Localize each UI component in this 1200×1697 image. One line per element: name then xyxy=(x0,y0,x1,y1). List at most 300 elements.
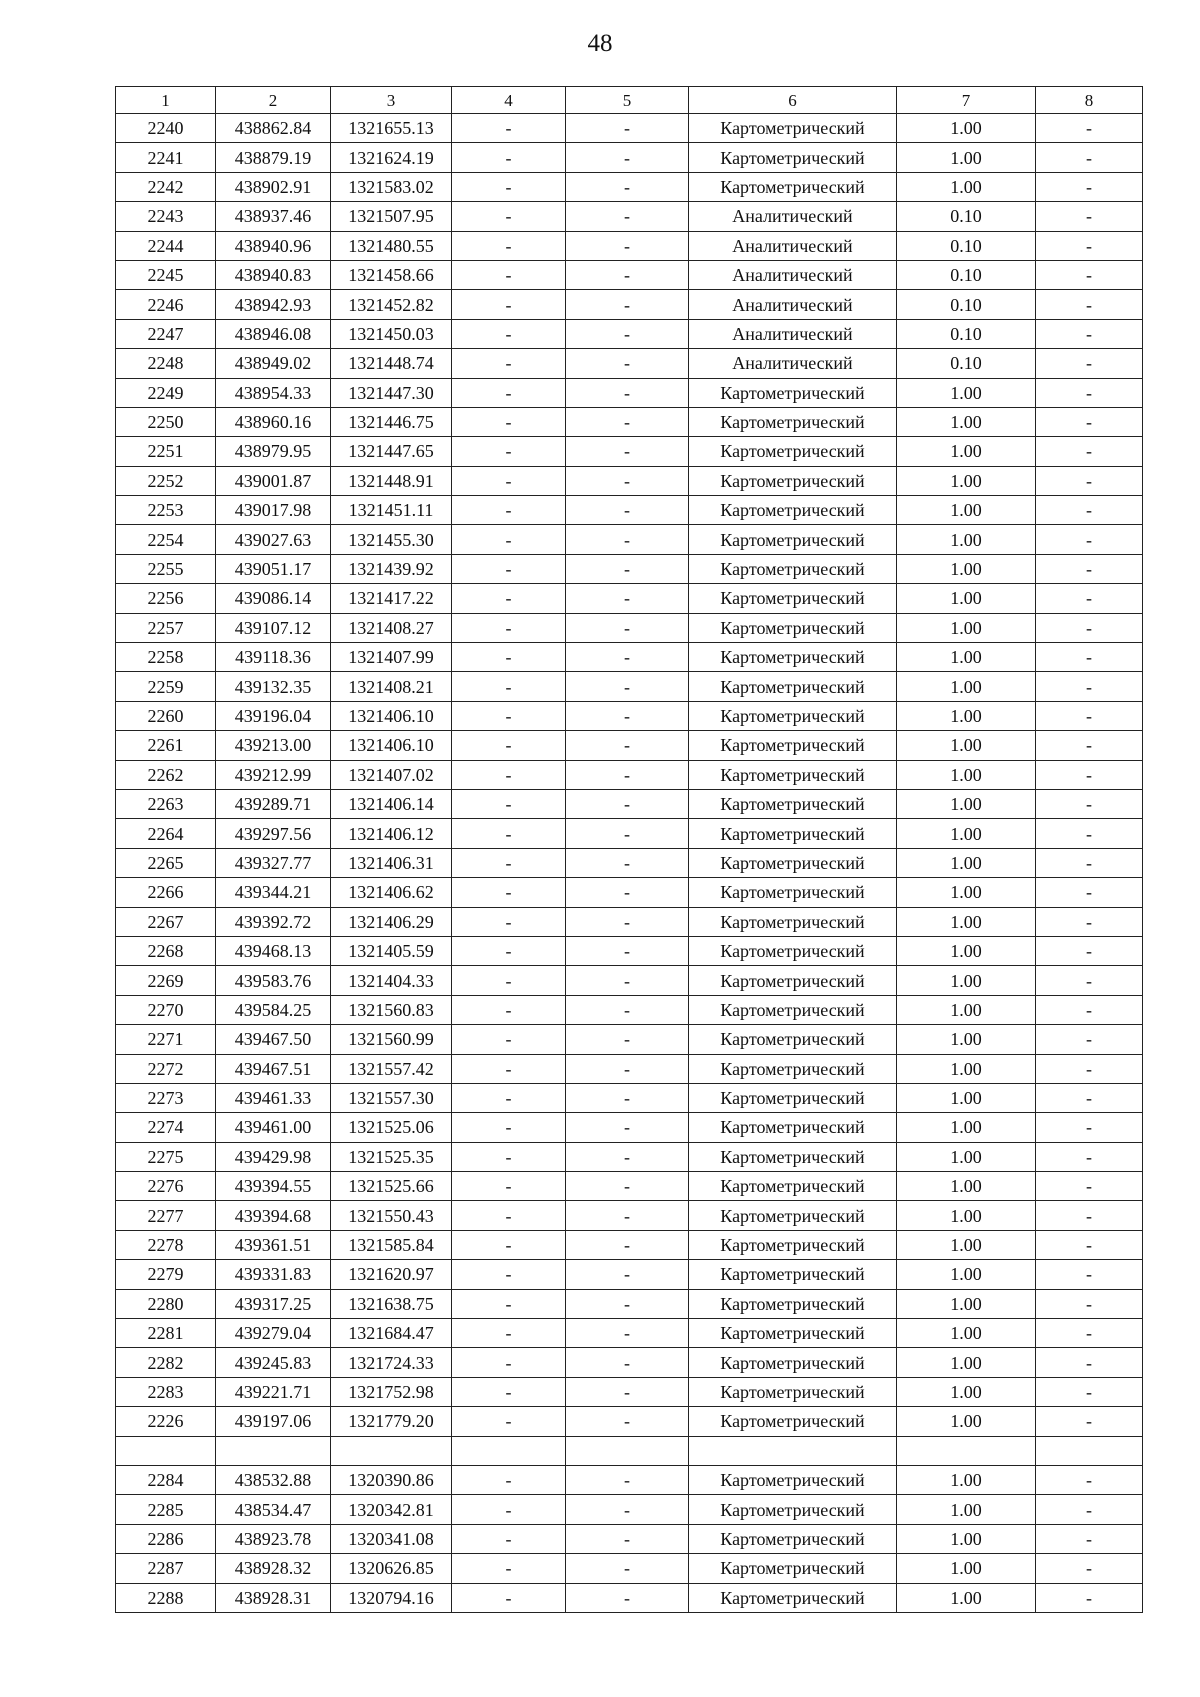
column-8-cell: - xyxy=(1036,1201,1143,1230)
method-cell: Картометрический xyxy=(689,1230,897,1259)
point-number-cell: 2254 xyxy=(116,525,216,554)
column-header: 6 xyxy=(689,87,897,114)
table-row xyxy=(116,1260,1143,1289)
table-row xyxy=(116,496,1143,525)
point-number-cell xyxy=(116,1436,216,1465)
x-coordinate-cell: 439583.76 xyxy=(216,966,331,995)
y-coordinate-cell: 1321448.74 xyxy=(331,349,452,378)
x-coordinate-cell: 438940.83 xyxy=(216,260,331,289)
x-coordinate-cell: 439361.51 xyxy=(216,1230,331,1259)
table-row xyxy=(116,1025,1143,1054)
method-cell: Картометрический xyxy=(689,437,897,466)
table-row xyxy=(116,848,1143,877)
point-number-cell: 2244 xyxy=(116,231,216,260)
column-5-cell: - xyxy=(566,878,689,907)
column-8-cell: - xyxy=(1036,1230,1143,1259)
y-coordinate-cell: 1321408.27 xyxy=(331,613,452,642)
column-4-cell: - xyxy=(452,1025,566,1054)
y-coordinate-cell: 1321560.83 xyxy=(331,995,452,1024)
method-cell: Картометрический xyxy=(689,1319,897,1348)
x-coordinate-cell: 439461.33 xyxy=(216,1083,331,1112)
table-row xyxy=(116,378,1143,407)
column-8-cell: - xyxy=(1036,1583,1143,1612)
accuracy-cell: 1.00 xyxy=(897,848,1036,877)
accuracy-cell: 1.00 xyxy=(897,1407,1036,1436)
column-5-cell: - xyxy=(566,848,689,877)
point-number-cell: 2276 xyxy=(116,1172,216,1201)
x-coordinate-cell: 438862.84 xyxy=(216,114,331,143)
accuracy-cell: 1.00 xyxy=(897,1083,1036,1112)
y-coordinate-cell: 1320626.85 xyxy=(331,1554,452,1583)
column-header: 1 xyxy=(116,87,216,114)
method-cell: Картометрический xyxy=(689,613,897,642)
column-5-cell: - xyxy=(566,1348,689,1377)
y-coordinate-cell: 1321458.66 xyxy=(331,260,452,289)
column-4-cell: - xyxy=(452,1495,566,1524)
y-coordinate-cell: 1321583.02 xyxy=(331,172,452,201)
column-8-cell: - xyxy=(1036,319,1143,348)
column-4-cell: - xyxy=(452,378,566,407)
x-coordinate-cell: 439461.00 xyxy=(216,1113,331,1142)
column-5-cell xyxy=(566,1436,689,1465)
y-coordinate-cell: 1321448.91 xyxy=(331,466,452,495)
x-coordinate-cell: 438928.31 xyxy=(216,1583,331,1612)
accuracy-cell: 1.00 xyxy=(897,701,1036,730)
column-5-cell: - xyxy=(566,1113,689,1142)
point-number-cell: 2245 xyxy=(116,260,216,289)
column-5-cell: - xyxy=(566,290,689,319)
point-number-cell: 2226 xyxy=(116,1407,216,1436)
table-row xyxy=(116,231,1143,260)
column-4-cell: - xyxy=(452,848,566,877)
column-5-cell: - xyxy=(566,613,689,642)
method-cell: Картометрический xyxy=(689,525,897,554)
y-coordinate-cell: 1321406.10 xyxy=(331,731,452,760)
coordinates-table xyxy=(115,86,1143,1613)
accuracy-cell: 1.00 xyxy=(897,907,1036,936)
point-number-cell: 2250 xyxy=(116,407,216,436)
accuracy-cell: 1.00 xyxy=(897,1201,1036,1230)
table-row xyxy=(116,290,1143,319)
column-4-cell: - xyxy=(452,1113,566,1142)
column-8-cell: - xyxy=(1036,1554,1143,1583)
column-5-cell: - xyxy=(566,819,689,848)
column-5-cell: - xyxy=(566,1201,689,1230)
accuracy-cell: 1.00 xyxy=(897,1465,1036,1494)
column-4-cell: - xyxy=(452,290,566,319)
accuracy-cell: 1.00 xyxy=(897,114,1036,143)
column-4-cell: - xyxy=(452,319,566,348)
column-5-cell: - xyxy=(566,1554,689,1583)
column-8-cell: - xyxy=(1036,643,1143,672)
y-coordinate-cell: 1321455.30 xyxy=(331,525,452,554)
method-cell: Картометрический xyxy=(689,701,897,730)
accuracy-cell: 0.10 xyxy=(897,290,1036,319)
y-coordinate-cell: 1321417.22 xyxy=(331,584,452,613)
column-5-cell: - xyxy=(566,966,689,995)
column-4-cell: - xyxy=(452,1289,566,1318)
point-number-cell: 2272 xyxy=(116,1054,216,1083)
y-coordinate-cell: 1320342.81 xyxy=(331,1495,452,1524)
accuracy-cell: 1.00 xyxy=(897,437,1036,466)
y-coordinate-cell: 1321752.98 xyxy=(331,1377,452,1406)
accuracy-cell: 1.00 xyxy=(897,878,1036,907)
point-number-cell: 2256 xyxy=(116,584,216,613)
y-coordinate-cell: 1321407.02 xyxy=(331,760,452,789)
point-number-cell: 2252 xyxy=(116,466,216,495)
column-5-cell: - xyxy=(566,1083,689,1112)
y-coordinate-cell: 1321525.06 xyxy=(331,1113,452,1142)
column-4-cell: - xyxy=(452,1083,566,1112)
column-header: 4 xyxy=(452,87,566,114)
column-header: 3 xyxy=(331,87,452,114)
method-cell xyxy=(689,1436,897,1465)
column-5-cell: - xyxy=(566,1407,689,1436)
method-cell: Картометрический xyxy=(689,1495,897,1524)
column-4-cell: - xyxy=(452,1172,566,1201)
column-8-cell: - xyxy=(1036,1054,1143,1083)
column-8-cell: - xyxy=(1036,966,1143,995)
y-coordinate-cell: 1321724.33 xyxy=(331,1348,452,1377)
point-number-cell: 2248 xyxy=(116,349,216,378)
y-coordinate-cell: 1321447.30 xyxy=(331,378,452,407)
x-coordinate-cell: 438937.46 xyxy=(216,202,331,231)
table-row xyxy=(116,995,1143,1024)
column-5-cell: - xyxy=(566,584,689,613)
x-coordinate-cell: 439392.72 xyxy=(216,907,331,936)
column-4-cell: - xyxy=(452,1377,566,1406)
column-5-cell: - xyxy=(566,496,689,525)
method-cell: Картометрический xyxy=(689,760,897,789)
column-5-cell: - xyxy=(566,1377,689,1406)
method-cell: Картометрический xyxy=(689,554,897,583)
column-5-cell: - xyxy=(566,114,689,143)
point-number-cell: 2246 xyxy=(116,290,216,319)
column-4-cell: - xyxy=(452,496,566,525)
accuracy-cell: 1.00 xyxy=(897,966,1036,995)
x-coordinate-cell: 439289.71 xyxy=(216,789,331,818)
table-row xyxy=(116,1524,1143,1553)
point-number-cell: 2284 xyxy=(116,1465,216,1494)
table-row xyxy=(116,1465,1143,1494)
column-4-cell: - xyxy=(452,1407,566,1436)
y-coordinate-cell: 1321406.31 xyxy=(331,848,452,877)
column-8-cell: - xyxy=(1036,290,1143,319)
column-8-cell: - xyxy=(1036,907,1143,936)
accuracy-cell: 1.00 xyxy=(897,760,1036,789)
method-cell: Картометрический xyxy=(689,466,897,495)
x-coordinate-cell: 438946.08 xyxy=(216,319,331,348)
column-8-cell: - xyxy=(1036,143,1143,172)
column-8-cell: - xyxy=(1036,878,1143,907)
accuracy-cell: 1.00 xyxy=(897,466,1036,495)
method-cell: Картометрический xyxy=(689,1113,897,1142)
accuracy-cell: 1.00 xyxy=(897,143,1036,172)
column-8-cell: - xyxy=(1036,789,1143,818)
y-coordinate-cell: 1321560.99 xyxy=(331,1025,452,1054)
accuracy-cell: 1.00 xyxy=(897,1172,1036,1201)
column-4-cell: - xyxy=(452,1554,566,1583)
y-coordinate-cell: 1321507.95 xyxy=(331,202,452,231)
accuracy-cell: 1.00 xyxy=(897,1289,1036,1318)
point-number-cell: 2263 xyxy=(116,789,216,818)
point-number-cell: 2278 xyxy=(116,1230,216,1259)
column-4-cell: - xyxy=(452,1524,566,1553)
column-4-cell: - xyxy=(452,172,566,201)
accuracy-cell: 1.00 xyxy=(897,789,1036,818)
point-number-cell: 2257 xyxy=(116,613,216,642)
accuracy-cell: 1.00 xyxy=(897,1583,1036,1612)
column-4-cell: - xyxy=(452,1201,566,1230)
column-4-cell: - xyxy=(452,966,566,995)
x-coordinate-cell: 439213.00 xyxy=(216,731,331,760)
accuracy-cell: 1.00 xyxy=(897,1142,1036,1171)
y-coordinate-cell xyxy=(331,1436,452,1465)
column-5-cell: - xyxy=(566,907,689,936)
y-coordinate-cell: 1321779.20 xyxy=(331,1407,452,1436)
column-8-cell: - xyxy=(1036,496,1143,525)
table-row xyxy=(116,1083,1143,1112)
y-coordinate-cell: 1321585.84 xyxy=(331,1230,452,1259)
point-number-cell: 2242 xyxy=(116,172,216,201)
column-4-cell: - xyxy=(452,407,566,436)
table-row xyxy=(116,202,1143,231)
method-cell: Картометрический xyxy=(689,1348,897,1377)
x-coordinate-cell: 439467.50 xyxy=(216,1025,331,1054)
column-4-cell: - xyxy=(452,1260,566,1289)
table-row xyxy=(116,584,1143,613)
table-row xyxy=(116,1142,1143,1171)
column-8-cell: - xyxy=(1036,1348,1143,1377)
x-coordinate-cell: 439331.83 xyxy=(216,1260,331,1289)
x-coordinate-cell: 439297.56 xyxy=(216,819,331,848)
y-coordinate-cell: 1321550.43 xyxy=(331,1201,452,1230)
y-coordinate-cell: 1321406.10 xyxy=(331,701,452,730)
column-5-cell: - xyxy=(566,936,689,965)
table-row xyxy=(116,1201,1143,1230)
column-4-cell: - xyxy=(452,231,566,260)
x-coordinate-cell: 438532.88 xyxy=(216,1465,331,1494)
table-row xyxy=(116,319,1143,348)
x-coordinate-cell: 439468.13 xyxy=(216,936,331,965)
column-5-cell: - xyxy=(566,1289,689,1318)
point-number-cell: 2269 xyxy=(116,966,216,995)
accuracy-cell: 1.00 xyxy=(897,584,1036,613)
method-cell: Аналитический xyxy=(689,231,897,260)
y-coordinate-cell: 1320390.86 xyxy=(331,1465,452,1494)
x-coordinate-cell: 438940.96 xyxy=(216,231,331,260)
column-8-cell: - xyxy=(1036,584,1143,613)
x-coordinate-cell: 439118.36 xyxy=(216,643,331,672)
y-coordinate-cell: 1321620.97 xyxy=(331,1260,452,1289)
column-4-cell: - xyxy=(452,1348,566,1377)
accuracy-cell: 1.00 xyxy=(897,1554,1036,1583)
accuracy-cell: 1.00 xyxy=(897,172,1036,201)
column-5-cell: - xyxy=(566,1142,689,1171)
column-8-cell: - xyxy=(1036,1172,1143,1201)
x-coordinate-cell: 439212.99 xyxy=(216,760,331,789)
point-number-cell: 2265 xyxy=(116,848,216,877)
accuracy-cell: 1.00 xyxy=(897,525,1036,554)
x-coordinate-cell: 438979.95 xyxy=(216,437,331,466)
x-coordinate-cell: 439467.51 xyxy=(216,1054,331,1083)
method-cell: Картометрический xyxy=(689,848,897,877)
column-8-cell: - xyxy=(1036,1407,1143,1436)
y-coordinate-cell: 1321451.11 xyxy=(331,496,452,525)
method-cell: Картометрический xyxy=(689,1260,897,1289)
column-4-cell: - xyxy=(452,995,566,1024)
point-number-cell: 2267 xyxy=(116,907,216,936)
point-number-cell: 2274 xyxy=(116,1113,216,1142)
column-4-cell: - xyxy=(452,643,566,672)
accuracy-cell: 1.00 xyxy=(897,1348,1036,1377)
column-8-cell: - xyxy=(1036,1025,1143,1054)
method-cell: Картометрический xyxy=(689,907,897,936)
table-row xyxy=(116,701,1143,730)
x-coordinate-cell xyxy=(216,1436,331,1465)
column-5-cell: - xyxy=(566,202,689,231)
point-number-cell: 2264 xyxy=(116,819,216,848)
column-5-cell: - xyxy=(566,789,689,818)
column-5-cell: - xyxy=(566,1025,689,1054)
x-coordinate-cell: 439584.25 xyxy=(216,995,331,1024)
column-4-cell: - xyxy=(452,437,566,466)
accuracy-cell: 1.00 xyxy=(897,672,1036,701)
accuracy-cell: 1.00 xyxy=(897,1054,1036,1083)
table-row xyxy=(116,466,1143,495)
point-number-cell: 2287 xyxy=(116,1554,216,1583)
point-number-cell: 2266 xyxy=(116,878,216,907)
y-coordinate-cell: 1321405.59 xyxy=(331,936,452,965)
column-4-cell xyxy=(452,1436,566,1465)
point-number-cell: 2273 xyxy=(116,1083,216,1112)
table-row xyxy=(116,1113,1143,1142)
method-cell: Картометрический xyxy=(689,143,897,172)
table-row xyxy=(116,260,1143,289)
column-8-cell: - xyxy=(1036,1495,1143,1524)
y-coordinate-cell: 1321452.82 xyxy=(331,290,452,319)
page-number: 48 xyxy=(587,30,613,57)
table-row xyxy=(116,878,1143,907)
table-row xyxy=(116,554,1143,583)
column-8-cell: - xyxy=(1036,349,1143,378)
method-cell: Картометрический xyxy=(689,1083,897,1112)
column-4-cell: - xyxy=(452,1054,566,1083)
column-8-cell: - xyxy=(1036,1142,1143,1171)
column-4-cell: - xyxy=(452,554,566,583)
table-row xyxy=(116,525,1143,554)
table-row xyxy=(116,1172,1143,1201)
column-5-cell: - xyxy=(566,643,689,672)
method-cell: Картометрический xyxy=(689,1465,897,1494)
x-coordinate-cell: 439245.83 xyxy=(216,1348,331,1377)
column-4-cell: - xyxy=(452,584,566,613)
column-8-cell: - xyxy=(1036,1465,1143,1494)
y-coordinate-cell: 1321406.14 xyxy=(331,789,452,818)
y-coordinate-cell: 1321450.03 xyxy=(331,319,452,348)
x-coordinate-cell: 439132.35 xyxy=(216,672,331,701)
column-5-cell: - xyxy=(566,1230,689,1259)
column-8-cell: - xyxy=(1036,672,1143,701)
column-8-cell: - xyxy=(1036,407,1143,436)
method-cell: Картометрический xyxy=(689,407,897,436)
table-row xyxy=(116,936,1143,965)
accuracy-cell: 0.10 xyxy=(897,349,1036,378)
column-4-cell: - xyxy=(452,1465,566,1494)
column-5-cell: - xyxy=(566,1524,689,1553)
column-8-cell xyxy=(1036,1436,1143,1465)
method-cell: Картометрический xyxy=(689,1377,897,1406)
x-coordinate-cell: 438942.93 xyxy=(216,290,331,319)
column-4-cell: - xyxy=(452,114,566,143)
method-cell: Картометрический xyxy=(689,1583,897,1612)
x-coordinate-cell: 438879.19 xyxy=(216,143,331,172)
method-cell: Аналитический xyxy=(689,349,897,378)
x-coordinate-cell: 439196.04 xyxy=(216,701,331,730)
point-number-cell: 2279 xyxy=(116,1260,216,1289)
point-number-cell: 2259 xyxy=(116,672,216,701)
x-coordinate-cell: 438928.32 xyxy=(216,1554,331,1583)
column-8-cell: - xyxy=(1036,1377,1143,1406)
point-number-cell: 2282 xyxy=(116,1348,216,1377)
column-4-cell: - xyxy=(452,143,566,172)
column-5-cell: - xyxy=(566,672,689,701)
x-coordinate-cell: 438534.47 xyxy=(216,1495,331,1524)
column-8-cell: - xyxy=(1036,554,1143,583)
point-number-cell: 2270 xyxy=(116,995,216,1024)
column-4-cell: - xyxy=(452,819,566,848)
column-4-cell: - xyxy=(452,525,566,554)
column-4-cell: - xyxy=(452,1142,566,1171)
method-cell: Картометрический xyxy=(689,789,897,818)
point-number-cell: 2271 xyxy=(116,1025,216,1054)
method-cell: Аналитический xyxy=(689,290,897,319)
column-8-cell: - xyxy=(1036,172,1143,201)
point-number-cell: 2268 xyxy=(116,936,216,965)
y-coordinate-cell: 1321406.29 xyxy=(331,907,452,936)
column-8-cell: - xyxy=(1036,1260,1143,1289)
column-5-cell: - xyxy=(566,466,689,495)
table-row xyxy=(116,1319,1143,1348)
accuracy-cell: 0.10 xyxy=(897,202,1036,231)
column-8-cell: - xyxy=(1036,1319,1143,1348)
column-5-cell: - xyxy=(566,437,689,466)
table-row xyxy=(116,966,1143,995)
y-coordinate-cell: 1321407.99 xyxy=(331,643,452,672)
table-row xyxy=(116,114,1143,143)
column-4-cell: - xyxy=(452,789,566,818)
accuracy-cell: 1.00 xyxy=(897,731,1036,760)
point-number-cell: 2241 xyxy=(116,143,216,172)
accuracy-cell: 1.00 xyxy=(897,613,1036,642)
column-4-cell: - xyxy=(452,613,566,642)
point-number-cell: 2255 xyxy=(116,554,216,583)
y-coordinate-cell: 1320341.08 xyxy=(331,1524,452,1553)
accuracy-cell: 1.00 xyxy=(897,1260,1036,1289)
column-4-cell: - xyxy=(452,878,566,907)
column-8-cell: - xyxy=(1036,613,1143,642)
method-cell: Аналитический xyxy=(689,319,897,348)
column-5-cell: - xyxy=(566,525,689,554)
table-row xyxy=(116,407,1143,436)
table-row xyxy=(116,349,1143,378)
column-4-cell: - xyxy=(452,466,566,495)
column-5-cell: - xyxy=(566,143,689,172)
column-5-cell: - xyxy=(566,1054,689,1083)
point-number-cell: 2253 xyxy=(116,496,216,525)
column-5-cell: - xyxy=(566,407,689,436)
column-8-cell: - xyxy=(1036,819,1143,848)
